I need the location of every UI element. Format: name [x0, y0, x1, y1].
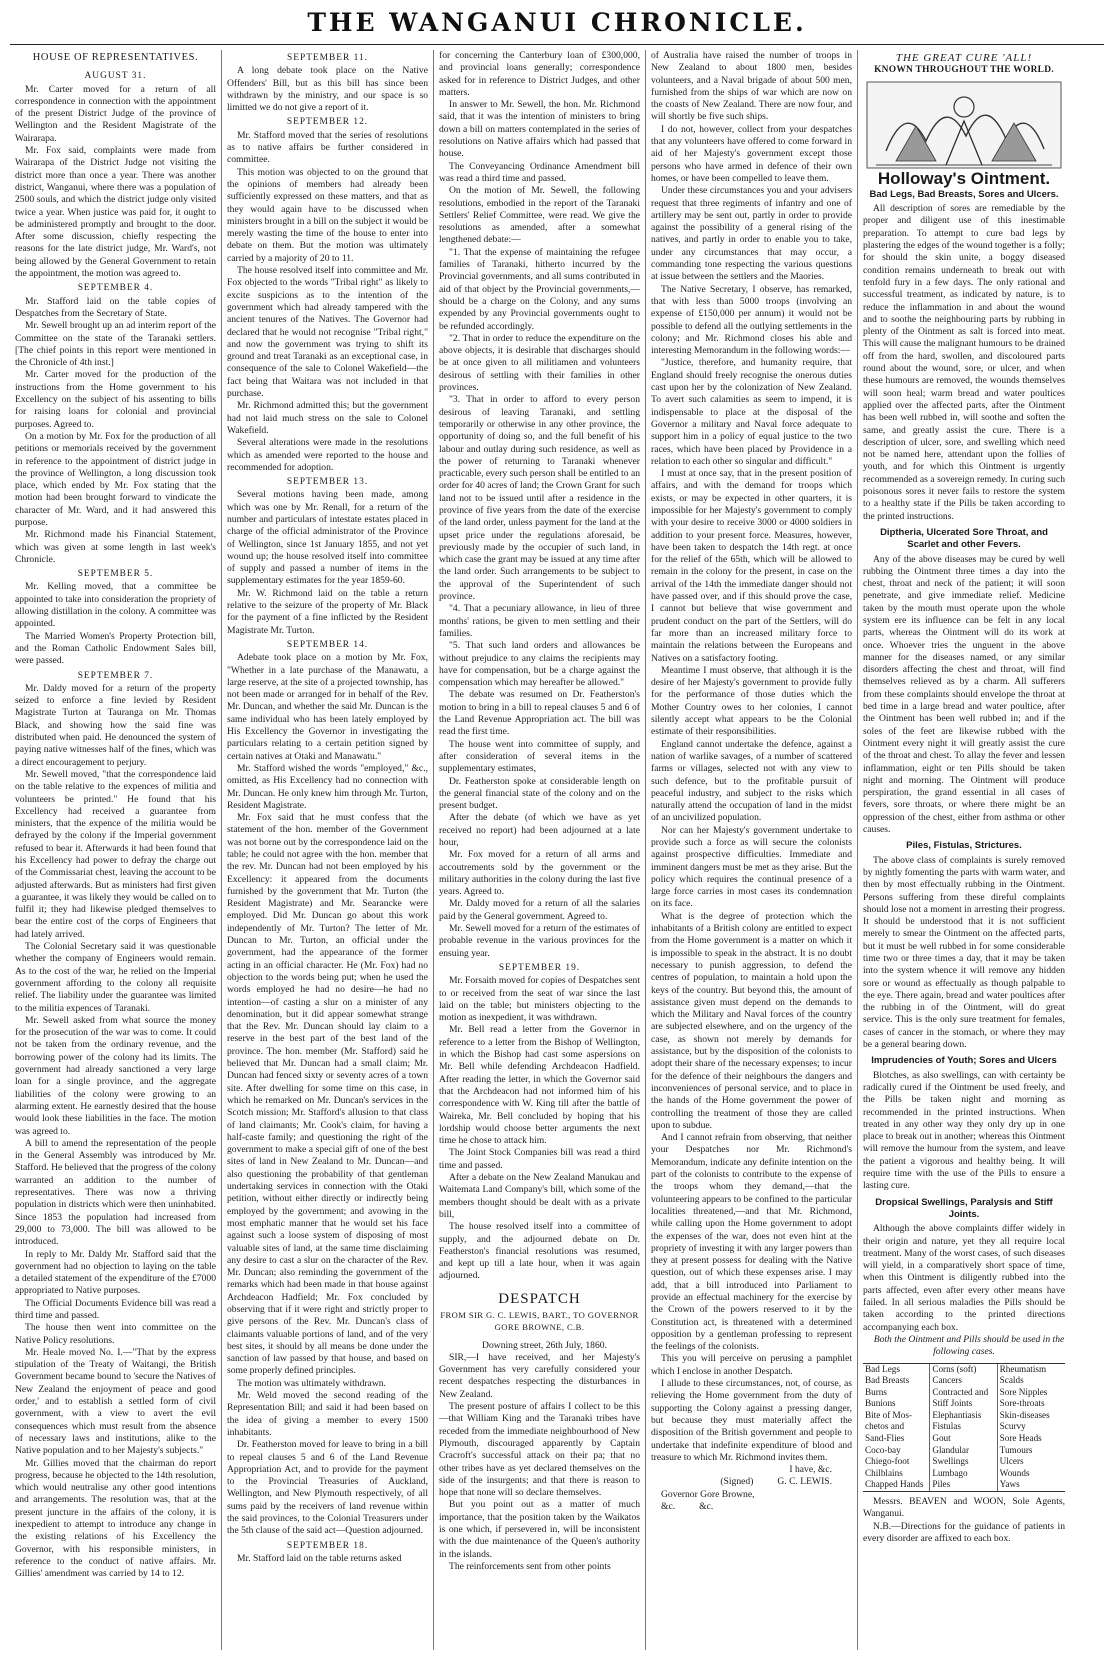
- paragraph: And I cannot refrain from observing, that neither your Despatches nor Mr. Richmond's Memorandum, indicate any definite intention on the part of the colonists to contribute to the expense of the troops whom they demand,—that the volunteering appears to be confined to the particular localities threatened,—and that Mr. Richmond, while calling upon the Home government to adopt the expenses of the war, does not even hint at the propriety of investing it with any larger powers than they at present possess for dealing with the Native question, out of which these expenses arise. I may add, that a bill introduced into Parliament to provide an effectual machinery for the exercise by the Crown of the powers reserved to it by the Constitution act, is threatened with a determined opposition by a gentleman professing to represent the feelings of the colonists.: [651, 1132, 852, 1353]
- date-heading: SEPTEMBER 5.: [77, 569, 154, 580]
- paragraph: Mr. Fox moved for a return of all arms and accoutrements sold by the government or the military authorities in the colony during the last five years. Agreed to.: [439, 849, 640, 898]
- paragraph: I do not, however, collect from your despatches that any volunteers have offered to come forward in aid of her Majesty's government except those persons who have armed in defence of their own homes, or have been compelled to leave them.: [651, 123, 852, 184]
- paragraph: "Justice, therefore, and humanity require, that England should freely recognise the onerous duties cast upon her by the colonization of New Zealand. To avert such calamities as seem to impend, it is indispensable to place at the disposal of the Governor a military and Naval force adequate to support him in a policy of equal justice to the two races, which have been placed by Providence in a relation to each other so singular and difficult.": [651, 357, 852, 467]
- ad-subheading: Dropsical Swellings, Paralysis and Stiff Joints.: [875, 1196, 1053, 1220]
- paragraph: Mr. Heale moved No. I.—"That by the express stipulation of the Treaty of Waitangi, the British Government became bound to 'secure the Natives of New Zealand the enjoyment of peace and good order,' and to establish a settled form of civil government, with a view to avert the evil consequences which must result from the absence of necessary laws and institutions, alike to the Native population and to her Majesty's subjects.": [15, 1346, 216, 1457]
- paragraph: Under these circumstances you and your advisers request that three regiments of infantry and one of artillery may be sent out, partly in order to provide against the possibility of a general rising of the natives, and partly in order to enable you to take, under any circumstances that may occur, a commanding tone respecting the various questions at issue between the settlers and the Maories.: [651, 185, 852, 283]
- paragraph: Mr. Sewell moved, "that the correspondence laid on the table relative to the expences of militia and volunteers be printed." He found that his Excellency had received a guarantee from ministers, that the expence of the militia would be defrayed by the colony if the Imperial government refused to bear it. Afterwards it had been found that his Excellency had power to defray the charge out of the Commissariat chest, leaving the account to be adjusted afterwards. But as ministers had first given a guarantee, it was likely they would be called on to fulfil it; they had likewise pledged themselves to bear the entire cost of the corps of Engineers that had lately arrived.: [15, 768, 216, 940]
- paragraph: Mr. Bell read a letter from the Governor in reference to a letter from the Bishop of Wellington, in which the Bishop had cast some aspersions on Mr. Bell while defending Archdeacon Hadfield. After reading the letter, in which the Governor said that the Archdeacon had not informed him of his correspondence with W. King till after the battle of Waireka, Mr. Bell concluded by hoping that his lordship would choose better arguments the next time he chose to attack him.: [439, 1024, 640, 1147]
- ailment-item: Stiff Joints: [932, 1398, 973, 1409]
- paragraph: Mr. Kelling moved, that a committee be appointed to take into consideration the propriety of allowing distillation in the colony. A committee was appointed.: [15, 581, 216, 630]
- date-heading: SEPTEMBER 7.: [77, 670, 154, 681]
- paragraph: The house resolved itself into a committee of supply, and the adjourned debate on Dr. Featherston's financial resolutions was resumed, and kept up till a late hour, when it was again adjourned.: [439, 1221, 640, 1282]
- ailment-item: Rheumatism: [999, 1363, 1047, 1374]
- ailment-item: Scurvy: [999, 1421, 1026, 1432]
- ailments-column-3: [998, 1364, 1065, 1492]
- paragraph: But you point out as a matter of much importance, that the position taken by the Waikatos is one which, if persevered in, will be inconsistent with the due maintenance of the Queen's authority in the islands.: [439, 1499, 640, 1560]
- paragraph: The debate was resumed on Dr. Featherston's motion to bring in a bill to repeal clauses 5 and 6 of the Land Revenue Appropriation act. The bill was read the first time.: [439, 689, 640, 738]
- ad-engraving-illustration: [866, 81, 1062, 169]
- despatch-date: Downing street, 26th July, 1860.: [482, 1339, 607, 1351]
- ad-title: Holloway's Ointment.: [877, 168, 1051, 188]
- paragraph: "3. That in order to afford to every person desirous of leaving Taranaki, and settling temporarily or otherwise in any other province, the opportunity of doing so, and the full benefit of his labour and outlay during such residence, as well as the power of returning to Taranaki whenever practicable, every such person shall be entitled to an order for 40 acres of land; the Crown Grant for such land not to be issued until after a residence in the province of five years from the date of the exercise of the land order, unless payment for the land at the upset price under the regulations aforesaid, be previously made by the occupier of such land, in which case the grant may be issued at any time after the land order. Such arrangements to be subject to the approval of the Superintendent of such province.: [439, 394, 640, 603]
- paragraph: England cannot undertake the defence, against a nation of warlike savages, of a number of scattered farms or villages, selected not with any view to such defence, but to the profitable pursuit of peaceful industry, and subject to the risks which naturally attend the occupation of land in the midst of an uncivilized population.: [651, 738, 852, 824]
- section-heading: HOUSE OF REPRESENTATIVES.: [32, 52, 199, 63]
- ailment-item: Chapped Hands: [865, 1479, 924, 1490]
- paragraph: Meantime I must observe, that although it is the desire of her Majesty's government to provide fully for the performance of those duties which the Mother Country owes to her colonies, I cannot silently accept what appears to be the Colonial estimate of their responsibilities.: [651, 664, 852, 738]
- ailment-item: Glandular: [932, 1444, 970, 1455]
- ailment-item: chetos and: [865, 1421, 905, 1432]
- paragraph: Mr. Daldy moved for a return of all the salaries paid by the General government. Agreed to.: [439, 898, 640, 922]
- paragraph: Mr. Stafford laid on the table returns asked: [237, 1552, 402, 1564]
- ailment-item: Bad Breasts: [865, 1375, 910, 1386]
- paragraph: On a motion by Mr. Fox for the production of all petitions or memorials received by the government in reference to the appointment of district judge in the province of Wellington, a long discussion took place, which ended by Mr. Fox stating that the motion had been brought forward to vindicate the character of Mr. Ward, and it had answered this purpose.: [15, 430, 216, 528]
- paragraph: Mr. Weld moved the second reading of the Representation Bill; and said it had been based on the idea of giving a member to every 1500 inhabitants.: [227, 1390, 428, 1438]
- ailment-item: Ulcers: [999, 1456, 1024, 1467]
- paragraph: The Married Women's Property Protection bill, and the Roman Catholic Endowment Sales bill, were passed.: [15, 630, 216, 667]
- column-2: [222, 50, 434, 1650]
- paragraph: The Native Secretary, I observe, has remarked, that with less than 5000 troops (involving an expense of £150,000 per annum) it would not be possible to defend all the outlying settlements in the colony; and Mr. Richmond closes his able and interesting Memorandum in the following words:—: [651, 283, 852, 357]
- column-3: [434, 50, 646, 1650]
- ailment-item: Contracted and: [932, 1386, 989, 1397]
- column-1: [10, 50, 222, 1650]
- paragraph: The Conveyancing Ordinance Amendment bill was read a third time and passed.: [439, 160, 640, 184]
- paragraph: The Official Documents Evidence bill was read a third time and passed.: [15, 1297, 216, 1321]
- column-4: [646, 50, 858, 1650]
- ailment-item: Corns (soft): [932, 1363, 977, 1374]
- paragraph: After the debate (of which we have as yet received no report) had been adjourned at a late hour,: [439, 812, 640, 848]
- ailment-item: Yaws: [999, 1479, 1020, 1490]
- column-5-advertisement: [858, 50, 1070, 1650]
- masthead-title: THE WANGANUI CHRONICLE.: [307, 7, 807, 37]
- ailment-item: Lumbago: [932, 1467, 968, 1478]
- paragraph: Mr. Richmond admitted this; but the government had not laid much stress on the sale to Colonel Wakefield.: [227, 400, 428, 436]
- paragraph: Nor can her Majesty's government undertake to provide such a force as will secure the colonists against prospective difficulties. Immediate and imminent dangers must be met as they arise. But the policy which requires the continual presence of a large force carries in most cases its condemnation on its face.: [651, 824, 852, 910]
- paragraph: The motion was ultimately withdrawn.: [237, 1377, 386, 1389]
- paragraph: The house resolved itself into committee and Mr. Fox objected to the words "Tribal right" as likely to excite suspicions as to the intention of the government which had already tampered with the ancient tenures of the Natives. The Governor had declared that he would not recognise "Tribal right," and now the government was trying to shift its ground and treat Taranaki as an exceptional case, in consequence of the sale to Colonel Wakefield—the fact being that Waitara was not included in that purchase.: [227, 265, 428, 400]
- paragraph: "2. That in order to reduce the expenditure on the above objects, it is desirable that discharges should be at once given to all militiamen and volunteers desirous of settling with their families in other provinces.: [439, 332, 640, 394]
- paragraph: of Australia have raised the number of troops in New Zealand to about 1800 men, besides volunteers, and a Naval brigade of about 500 men, furnished from the ships of war which are now on the coasts of New Zealand. There are now four, and will shortly be five such ships.: [651, 50, 852, 123]
- ailment-item: Cancers: [932, 1375, 962, 1386]
- ailment-item: Sore-throats: [999, 1398, 1045, 1409]
- date-heading: SEPTEMBER 18.: [286, 1540, 369, 1551]
- paragraph: A bill to amend the representation of the people in the General Assembly was introduced by Mr. Stafford. He believed that the progress of the colony warranted an addition to the number of representatives. There was now a thriving population in districts which were then uninhabited. Since 1853 the population had increased from 29,000 to 73,000. The bill was allowed to be introduced.: [15, 1137, 216, 1248]
- paragraph: Mr. Carter moved for a return of all correspondence in connection with the appointment of the present District Judge of the province of Wellington and the Resident Magistrate of the Wairarapa.: [15, 83, 216, 144]
- ailment-item: Chiego-foot: [865, 1456, 910, 1467]
- ailment-item: Swellings: [932, 1456, 969, 1467]
- ad-subheading: Piles, Fistulas, Strictures.: [906, 840, 1022, 852]
- ailment-item: Wounds: [999, 1467, 1030, 1478]
- paragraph: What is the degree of protection which the inhabitants of a British colony are entitled to expect from the Home government is a matter on which it is impossible to speak in the abstract. It is no doubt necessary to punish aggression, to defend the centres of population, to maintain a hold upon the keys of the country. But beyond this, the amount of assistance given must depend on the demands to which the Military and Naval forces of the country are subjected elsewhere, and on the urgency of the case, as shown not merely by demands for assistance, but by the disposition of the colonists to adopt their share of the necessary expenses; to incur for the defence of their neighbours the dangers and inconveniences of personal service, and to place in the hands of the Home government the power of controlling the treatment of those they are called upon to subdue.: [651, 910, 852, 1131]
- ad-agents: Messrs. BEAVEN and WOON, Sole Agents, Wanganui.: [863, 1496, 1065, 1520]
- paragraph: Mr. Sewell asked from what source the money for the prosecution of the war was to come. It could not be taken from the ordinary revenue, and the borrowing power of the colony had its limits. The government had already sanctioned a very large loan for a single province, and the aggregate liabilities of the colony were growing to an alarming extent. He earnestly desired that the house would look these liabilities in the face. The motion was agreed to.: [15, 1014, 216, 1137]
- paragraph: Mr. Forsaith moved for copies of Despatches sent to or received from the seat of war since the last laid on the table; but ministers objecting to the motion as inexpedient, it was withdrawn.: [439, 975, 640, 1024]
- paragraph: I must at once say, that in the present position of affairs, and with the demand for troops which exists, or may be expected in other quarters, it is impossible for her Majesty's government to comply with your desire to receive 3000 or 4000 soldiers in addition to your present force. Measures, however, have been taken to despatch the 14th regt. at once for the relief of the 65th, which will be allowed to remain in the colony for the present, in case on the arrival of the 14th the immediate danger should not have passed over, and if this should prove the case, I cannot but believe that wise government and prudent conduct on the part of the Settlers, will do far more than an increased military force to maintain the relations between the Europeans and Natives on a satisfactory footing.: [651, 468, 852, 664]
- ailment-item: Fistulas: [932, 1421, 961, 1432]
- paragraph: On the motion of Mr. Sewell, the following resolutions, embodied in the report of the Taranaki Settlers' Relief Committee, were read. We give the resolutions as amended, after a somewhat lengthened debate:—: [439, 185, 640, 246]
- paragraph: Several alterations were made in the resolutions which as amended were reported to the house and recommended for adoption.: [227, 437, 428, 473]
- ailment-item: Gout: [932, 1433, 951, 1444]
- ailment-item: Skin-diseases: [999, 1409, 1050, 1420]
- paragraph: I allude to these circumstances, not, of course, as relieving the Home government from the duty of supporting the Colony against a pressing danger, but because they must materially affect the disposition of the British government and people to undertake that indefinite expenditure of blood and treasure to which Mr. Richmond invites them.: [651, 1378, 852, 1463]
- paragraph: Mr. Fox said, complaints were made from Wairarapa of the District Judge not visiting the district more than once a year. There was another district, Wanganui, where there was a population of 2500 souls, and which the district judge only visited twice a year. When justice was paid for, it ought to be administered promptly and brought to the door. After some discussion, chiefly respecting the reasons for the late district judge, Mr. Ward's, not being allowed by the General Government to retain the appointment, the motion was agreed to.: [15, 145, 216, 280]
- signature: (Signed) G. C. LEWIS.: [720, 1476, 832, 1488]
- ailment-item: Bunions: [865, 1398, 896, 1409]
- date-heading: AUGUST 31.: [84, 71, 147, 82]
- closing: I have, &c.: [789, 1464, 832, 1476]
- paragraph: Mr. Sewell brought up an ad interim report of the Committee on the state of the Taranaki settlers. [The chief points in this report were mentioned in the Chronicle of 4th inst.]: [15, 320, 216, 369]
- ad-subheading: Bad Legs, Bad Breasts, Sores and Ulcers.: [869, 188, 1059, 200]
- paragraph: The house then went into committee on the Native Policy resolutions.: [15, 1322, 216, 1346]
- ailment-item: Piles: [932, 1479, 951, 1490]
- paragraph: Dr. Featherston spoke at considerable length on the general financial state of the colony and on the present budget.: [439, 775, 640, 812]
- paragraph: Mr. Fox said that he must confess that the statement of the hon. member of the Government was not borne out by the correspondence laid on the table; he could not agree with the hon. member that the rev. Mr. Duncan had not been employed by his Excellency: it appeared from the documents furnished by the government that Mr. Turton (the Resident Magistrate) and Mr. Searancke were employed. Did Mr. Duncan go about this work independently of Mr. Turton? The letter of Mr. Duncan to Mr. Turton, an official under the government, had the appearance of the former acting in an official character. He (Mr. Fox) had no objection to the words being put; when he used the words employed he had no desire—he had no intention—of casting a slur on a minister of any denomination, but it did appear somewhat strange that the Rev. Mr. Duncan should lay claim to a reserve in the best part of the best land of the province. The hon. member (Mr. Stafford) said he believed that Mr. Duncan had a small claim; Mr. Duncan had fenced sixty or seventy acres of a town site. After dwelling for some time on this case, in which he remarked on Mr. Duncan's services in the Scotch mission; Mr. Stafford's allusion to that class of land claimants; Mr. Cook's claim, for having a half-caste family; and questioning the right of the government to make a special gift of one of the best sites of land in New Zealand to Mr. Duncan—and also questioning the probability of that gentleman undertaking services in connection with the Otaki petition, without either directly or indirectly being employed by the government; and avowing in the most emphatic manner that he would set his face against such a loose system of disposing of most valuable sites of land, at the same time disclaiming any desire to cast a slur on the character of the Rev. Mr. Duncan; also reminding the government of the remarks which had been made in that house against Archdeacon Hadfield; Mr. Fox concluded by observing that if it were right and strictly proper to give persons of the Rev. Mr. Duncan's class of claimants valuable portions of land, and of the very best sites, it should by all means be done under the sanction of law passed by that house, and based on some properly defined principles.: [227, 812, 428, 1377]
- addressee-etc: &c. &c.: [661, 1501, 714, 1513]
- paragraph: The reinforcements sent from other points: [449, 1560, 611, 1572]
- ailment-item: Elephantiasis: [932, 1409, 982, 1420]
- ailment-item: Chilblains: [865, 1467, 903, 1478]
- paragraph: This you will perceive on perusing a pamphlet which I enclose in another Despatch.: [651, 1353, 852, 1377]
- paragraph: This motion was objected to on the ground that the opinions of members had already been sufficiently expressed on these matters, and that as they would again have to be discussed when ministers brought in a bill on the subject it would be merely wasting the time of the house to enter into debate on them. But the motion was ultimately carried by a majority of 20 to 11.: [227, 166, 428, 264]
- paragraph: Mr. Carter moved for the production of the instructions from the Home government to his Excellency on the subject of his assenting to bills for raising loans for colonial and provincial purposes. Agreed to.: [15, 369, 216, 430]
- ad-usage-note: Both the Ointment and Pills should be used in the following cases.: [873, 1333, 1065, 1358]
- ailments-column-1: [863, 1364, 930, 1492]
- paragraph: Mr. W. Richmond laid on the table a return relative to the seizure of the property of Mr. Black for the payment of a fine inflicted by the Resident Magistrate Mr. Turton.: [227, 587, 428, 636]
- paragraph: A long debate took place on the Native Offenders' Bill, but as this bill has since been withdrawn by the ministry, and our space is so limitted we do not give a report of it.: [227, 65, 428, 114]
- despatch-subheading: FROM SIR G. C. LEWIS, BART., TO GOVERNOR GORE BROWNE, C.B.: [440, 1309, 639, 1333]
- ailment-item: Coco-bay: [865, 1444, 901, 1455]
- ad-ailments-list: [863, 1363, 1065, 1493]
- masthead: [10, 0, 1104, 45]
- ad-subheading: Imprudencies of Youth; Sores and Ulcers: [871, 1055, 1057, 1067]
- ailment-item: Bite of Mos-: [865, 1409, 912, 1420]
- ailments-column-2: [930, 1364, 997, 1492]
- paragraph: Mr. Richmond made his Financial Statement, which was given at some length in last week's Chronicle.: [15, 529, 216, 565]
- date-heading: SEPTEMBER 19.: [498, 962, 581, 973]
- ailment-item: Sore Nipples: [999, 1386, 1048, 1397]
- paragraph: "5. That such land orders and allowances be without prejudice to any claims the recipients may have for compensation, but be a charge against the compensation which may hereafter be allowed.": [439, 640, 640, 689]
- paragraph: SIR,—I have received, and her Majesty's Government has very carefully considered your recent despatches respecting the disturbances in New Zealand.: [439, 1351, 640, 1400]
- columns: [10, 50, 1104, 1650]
- addressee: Governor Gore Browne,: [661, 1488, 755, 1500]
- paragraph: All description of sores are remediable by the proper and diligent use of this inestimable preparation. To attempt to cure bad legs by plastering the edges of the wound together is a folly; for should the skin unite, a boggy diseased condition remains underneath to break out with tenfold fury in a few days. The only rational and successful treatment, as indicated by nature, is to reduce the inflammation in and about the wound and to soothe the neighbouring parts by rubbing in plenty of the Ointment as salt is forced into meat. This will cause the malignant humours to be drained off from the hard, swollen, and discoloured parts round about the wound, sore, or ulcer, and when these humours are removed, the wounds themselves will soon heal; warm bread and water poultices applied over the affected parts, after the Ointment has been well rubbed in, will soothe and soften the same, and greatly assist the cure. There is a description of ulcer, sore, and swelling which need not be named here, attendant upon the follies of youth, and for which this Ointment is urgently recommended as a sovereign remedy. In curing such poisonous sores it never fails to restore the system to a healthy state if the Pills be taken according to the printed instructions.: [863, 203, 1065, 522]
- paragraph: Although the above complaints differ widely in their origin and nature, yet they all require local treatment. Many of the worst cases, of such diseases will yield, in a comparatively short space of time, when this Ointment is diligently rubbed into the parts affected, even after every other means have failed. In all serious maladies the Pills should be taken according to the printed directions accompanying each box.: [863, 1223, 1065, 1333]
- paragraph: The above class of complaints is surely removed by nightly fomenting the parts with warm water, and then by most effectually rubbing in the Ointment. Persons suffering from these direful complaints should lose not a moment in arresting their progress. It should be understood that it is not sufficient merely to smear the Ointment on the affected parts, but it must be well rubbed in for some considerable time two or three times a day, that it may be taken into the system whence it will remove any hidden sore or wound as effectually as though palpable to the eye. There again, bread and water poultices after the rubbing in of the Ointment, will do great service. This is the only sure treatment for females, cases of cancer in the stomach, or where they may be a general bearing down.: [863, 854, 1065, 1051]
- ailment-item: Scalds: [999, 1375, 1024, 1386]
- paragraph: In reply to Mr. Daldy Mr. Stafford said that the government had no objection to laying on the table a detailed statement of the expenditure of the £7000 appropriated to Native purposes.: [15, 1248, 216, 1297]
- date-heading: SEPTEMBER 14.: [286, 639, 369, 650]
- ad-tagline: THE GREAT CURE 'ALL!: [895, 52, 1033, 64]
- paragraph: Any of the above diseases may be cured by well rubbing the Ointment three times a day into the chest, throat and neck of the patient; it will soon penetrate, and give immediate relief. Medicine taken by the mouth must operate upon the whole system ere its influence can be felt in any local parts, whereas the Ointment will do its work at once. Whoever tries the unguent in the above manner for the diseases named, or any similar disorders affecting the chest and throat, will find themselves relieved as by a charm. All sufferers from these complaints should envelope the throat at bed time in a large bread and water poultice, after the Ointment has been well rubbed in; and if the soles of the feet are likewise rubbed with the Ointment every night it will greatly assist the cure of the throat and chest. To allay the fever and lessen inflammation, eight or ten Pills should be taken night and morning. The Ointment will produce perspiration, the grand essential in all cases of fevers, sore throats, or where there might be an oppression of the chest, either from asthma or other causes.: [863, 553, 1065, 836]
- ad-note: N.B.—Directions for the guidance of patients in every disorder are affixed to each box.: [863, 1520, 1065, 1544]
- ailment-item: Sand-Flies: [865, 1433, 905, 1444]
- paragraph: for concerning the Canterbury loan of £300,000, and provincial loans generally; correspondence asked for in reference to District Judges, and other matters.: [439, 50, 640, 98]
- ailment-item: Burns: [865, 1386, 887, 1397]
- paragraph: Mr. Stafford wished the words "employed," &c., omitted, as His Excellency had no connection with Mr. Duncan. He only knew him through Mr. Turton, Resident Magistrate.: [227, 762, 428, 811]
- paragraph: "1. That the expense of maintaining the refugee families of Taranaki, hitherto incurred by the Provincial governments, and all sums contributed in aid of that object by the Provincial governments,—should be a charge on the Colony, and any sums expended by any Provincial governments ought to be refunded accordingly.: [439, 246, 640, 332]
- date-heading: SEPTEMBER 11.: [287, 53, 368, 63]
- paragraph: Mr. Daldy moved for a return of the property seized to enforce a fine levied by Resident Magistrate Turton at Tauranga on Mr. Thomas Black, and showing how the said fine was distributed when paid. He denounced the system of paying native witnesses half of the fines, which was a direct encouragement to perjury.: [15, 682, 216, 768]
- ailment-item: Sore Heads: [999, 1433, 1042, 1444]
- paragraph: Mr. Stafford laid on the table copies of Despatches from the Secretary of State.: [15, 295, 216, 319]
- paragraph: "4. That a pecuniary allowance, in lieu of three months' rations, be given to men settling and their families.: [439, 603, 640, 639]
- despatch-heading: DESPATCH: [498, 1290, 581, 1307]
- paragraph: Several motions having been made, among which was one by Mr. Renall, for a return of the number and particulars of intestate estates placed in charge of the official administrator of the Province of Wellington, since 1st January 1855, and not yet wound up; the house resolved itself into committee of supply and passed a number of items in the supplementary estimates for the year 1859-60.: [227, 489, 428, 587]
- paragraph: In answer to Mr. Sewell, the hon. Mr. Richmond said, that it was the intention of ministers to bring down a bill on matters contemplated in the series of resolutions on Native affairs which had passed that house.: [439, 99, 640, 160]
- date-heading: SEPTEMBER 13.: [286, 477, 369, 488]
- paragraph: The Joint Stock Companies bill was read a third time and passed.: [439, 1147, 640, 1171]
- paragraph: Blotches, as also swellings, can with certainty be radically cured if the Ointment be used freely, and the Pills be taken night and morning as recommended in the printed instructions. When treated in any other way they only dry up in one place to break out in another; whereas this Ointment will remove the humour from the system, and leave the patient a vigorous and healthy being. It will require time with the use of the Pills to ensure a lasting cure.: [863, 1069, 1065, 1192]
- paragraph: Dr. Featherston moved for leave to bring in a bill to repeal clauses 5 and 6 of the Land Revenue Appropriation Act, and to provide for the payment to the Provincial Treasuries of Auckland, Wellington, and New Plymouth respectively, of all sums paid by the receivers of land revenue within the said provinces, to the Colonial Treasurers under the 5th clause of the said act—Question adjourned.: [227, 1439, 428, 1537]
- paragraph: Adebate took place on a motion by Mr. Fox, "Whether in a late purchase of the Manawatu, a large reserve, at the site of a projected township, has not been made or arranged for in behalf of the Rev. Mr. Duncan, and whether the said Mr. Duncan is the same individual who has been lately employed by His Excellency the Governor in investigating the particulars relating to a certain petition signed by certain natives at Otaki and Manawatu.": [227, 652, 428, 762]
- ad-subheading: Diptheria, Ulcerated Sore Throat, and Scarlet and other Fevers.: [880, 526, 1048, 551]
- paragraph: The present posture of affairs I collect to be this—that William King and the Taranaki tribes have receded from the immediate neighbourhood of New Plymouth, discouraged apparently by Captain Cracroft's successful attack on their pa; that no other tribes have as yet declared themselves on the side of the insurgents; and that there is reason to hope that none will so declare themselves.: [439, 1401, 640, 1499]
- paragraph: Mr. Gillies moved that the chairman do report progress, because he objected to the 14th resolution, which would neutralise any other good intentions and arrangements. The resolution was, that at the present juncture in the affairs of the colony, it is inexpedient to attempt to introduce any change in the existing relations of his Excellency the Governor, with his responsible ministers, in reference to the conduct of native affairs. Mr. Gillies' amendment was carried by 14 to 12.: [15, 1457, 216, 1580]
- paragraph: Mr. Stafford moved that the series of resolutions as to native affairs be further considered in committee.: [227, 129, 428, 166]
- ad-subtagline: KNOWN THROUGHOUT THE WORLD.: [874, 65, 1054, 76]
- ailment-item: Bad Legs: [865, 1363, 900, 1374]
- paragraph: The house went into committee of supply, and after consideration of several items in the supplementary estimates,: [439, 738, 640, 775]
- ailment-item: Tumours: [999, 1444, 1033, 1455]
- date-heading: SEPTEMBER 4.: [77, 283, 154, 294]
- date-heading: SEPTEMBER 12.: [286, 117, 369, 128]
- paragraph: Mr. Sewell moved for a return of the estimates of probable revenue in the various provinces for the ensuing year.: [439, 923, 640, 959]
- paragraph: The Colonial Secretary said it was questionable whether the company of Engineers would remain. As to the cost of the war, he relied on the Imperial government affording to the colony all requisite relief. The liability under the guarantee was limited to the militia expences of Taranaki.: [15, 941, 216, 1014]
- paragraph: After a debate on the New Zealand Manukau and Waitemata Land Company's bill, which some of the members thought should be dealt with as a private bill,: [439, 1172, 640, 1220]
